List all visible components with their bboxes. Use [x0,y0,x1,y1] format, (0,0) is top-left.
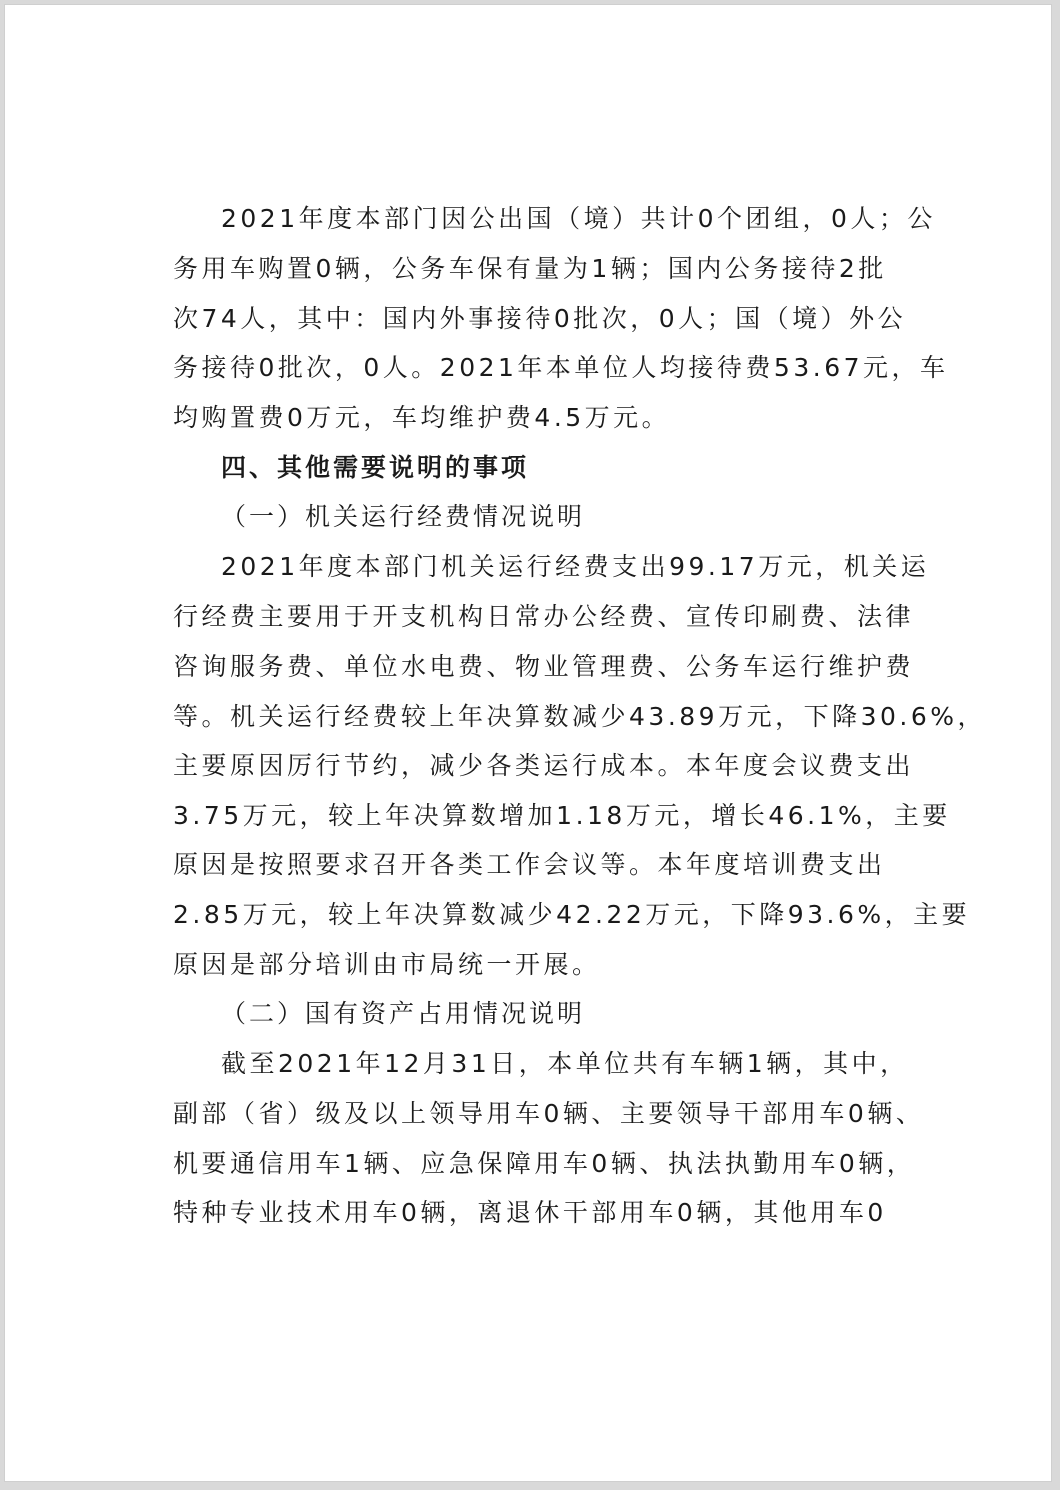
paragraph-line: 行经费主要用于开支机构日常办公经费、宣传印刷费、法律 [173,602,915,631]
paragraph-line: 原因是按照要求召开各类工作会议等。本年度培训费支出 [173,850,886,879]
paragraph-line: 务用车购置0辆，公务车保有量为1辆；国内公务接待2批 [173,254,887,283]
paragraph-line: 2021年度本部门因公出国（境）共计0个团组，0人；公 [221,204,936,233]
paragraph-line: 副部（省）级及以上领导用车0辆、主要领导干部用车0辆、 [173,1099,925,1128]
paragraph-line: 2.85万元，较上年决算数减少42.22万元，下降93.6%，主要 [173,900,971,929]
paragraph-line: 均购置费0万元，车均维护费4.5万元。 [173,403,671,432]
paragraph-line: 截至2021年12月31日，本单位共有车辆1辆，其中， [221,1049,909,1078]
paragraph-line: 机要通信用车1辆、应急保障用车0辆、执法执勤用车0辆， [173,1149,916,1178]
document-page [5,5,1051,1481]
paragraph-line: 2021年度本部门机关运行经费支出99.17万元，机关运 [221,552,930,581]
paragraph-line: 3.75万元，较上年决算数增加1.18万元，增长46.1%，主要 [173,801,951,830]
paragraph-line: 等。机关运行经费较上年决算数减少43.89万元，下降30.6%， [173,702,986,731]
paragraph-line: 务接待0批次，0人。2021年本单位人均接待费53.67元，车 [173,353,949,382]
subsection-heading: （一）机关运行经费情况说明 [221,502,586,531]
paragraph-line: 原因是部分培训由市局统一开展。 [173,950,601,979]
paragraph-line: 特种专业技术用车0辆，离退休干部用车0辆，其他用车0 [173,1198,887,1227]
section-heading: 四、其他需要说明的事项 [221,453,530,482]
paragraph-line: 咨询服务费、单位水电费、物业管理费、公务车运行维护费 [173,652,915,681]
paragraph-line: 次74人，其中：国内外事接待0批次，0人；国（境）外公 [173,304,907,333]
paragraph-line: 主要原因厉行节约，减少各类运行成本。本年度会议费支出 [173,751,915,780]
subsection-heading: （二）国有资产占用情况说明 [221,999,586,1028]
